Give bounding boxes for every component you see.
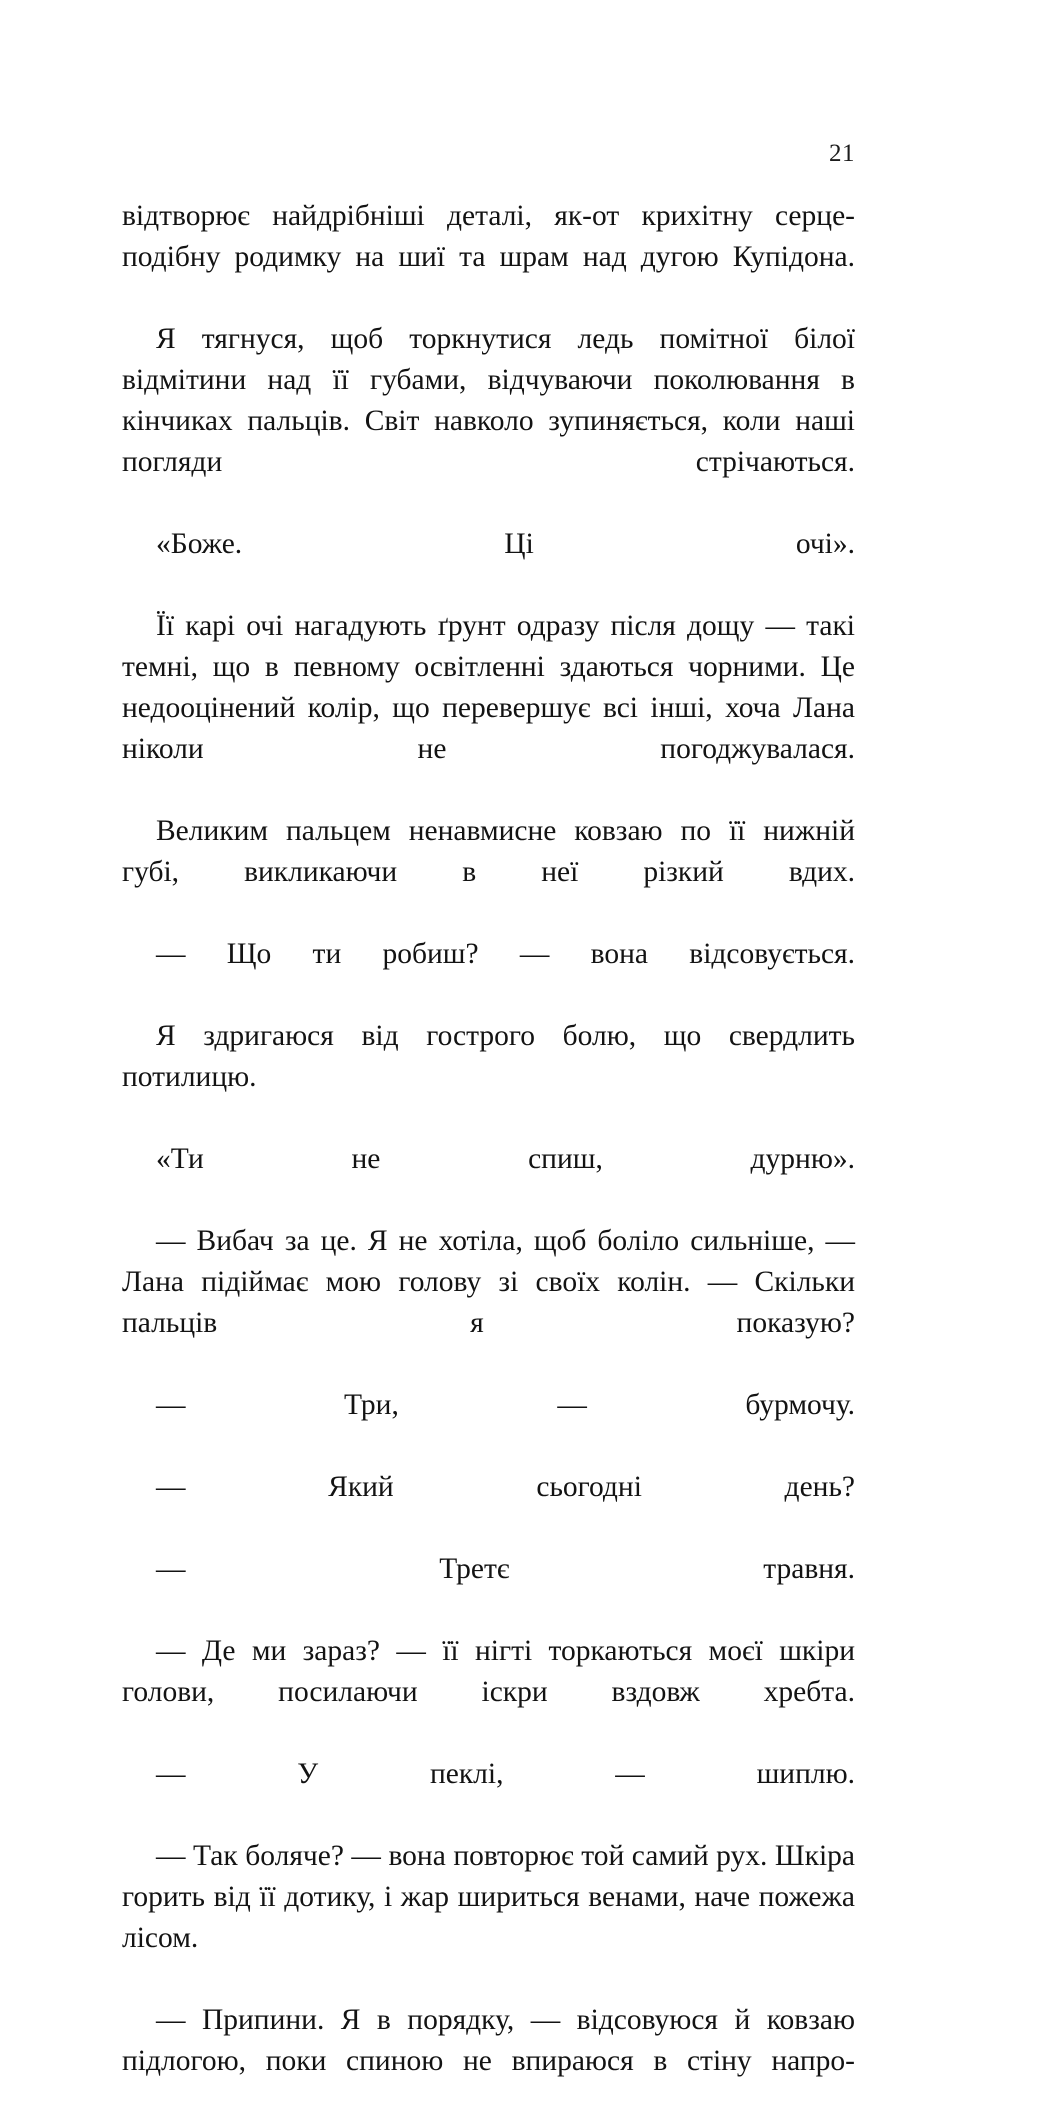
- paragraph-dialogue: — Що ти робиш? — вона відсовується.: [156, 938, 855, 970]
- folio-area: [122, 140, 855, 168]
- paragraph: «Боже. Ці очі».: [156, 528, 855, 560]
- paragraph-dialogue: — Так боляче? — вона повторює той самий рух. Шкіра горить від її дотику, і жар шириться венами, наче пожежа лісом.: [122, 1840, 855, 1954]
- paragraph-dialogue: — У пеклі, — шиплю.: [156, 1758, 855, 1790]
- body-text-column: [122, 196, 855, 2123]
- paragraph: Я тягнуся, щоб торкнутися ледь помітної білої відмітини над її губами, відчуваючи поколювання в кінчиках пальців. Світ навколо зупиняється, коли наші погляди стрічаються.: [122, 323, 855, 478]
- paragraph: відтворює найдрібніші деталі, як-от крихітну серце-подібну родимку на шиї та шрам над дугою Купідона.: [122, 200, 855, 273]
- page-number: 21: [829, 140, 855, 167]
- paragraph-dialogue: — Припини. Я в порядку, — відсовуюся й ковзаю підлогою, поки спиною не впираюся в стіну напро-: [122, 2004, 855, 2077]
- paragraph-dialogue: — Де ми зараз? — її нігті торкаються моєї шкіри голови, посилаючи іскри вздовж хребта.: [122, 1635, 855, 1708]
- paragraph-dialogue: — Який сьогодні день?: [156, 1471, 855, 1503]
- paragraph-dialogue: — Вибач за це. Я не хотіла, щоб боліло сильніше, — Лана підіймає мою голову зі своїх колін. — Скільки пальців я показую?: [122, 1225, 855, 1339]
- paragraph: «Ти не спиш, дурню».: [156, 1143, 855, 1175]
- paragraph: Я здригаюся від гострого болю, що свердлить потилицю.: [122, 1020, 855, 1093]
- paragraph: Великим пальцем ненавмисне ковзаю по її нижній губі, викликаючи в неї різкий вдих.: [122, 815, 855, 888]
- paragraph-dialogue: — Третє травня.: [156, 1553, 855, 1585]
- paragraph: Її карі очі нагадують ґрунт одразу після дощу — такі темні, що в певному освітленні здаються чорними. Це недооцінений колір, що перевершує всі інші, хоча Лана ніколи не погоджувалася.: [122, 610, 855, 765]
- paragraph-dialogue: — Три, — бурмочу.: [156, 1389, 855, 1421]
